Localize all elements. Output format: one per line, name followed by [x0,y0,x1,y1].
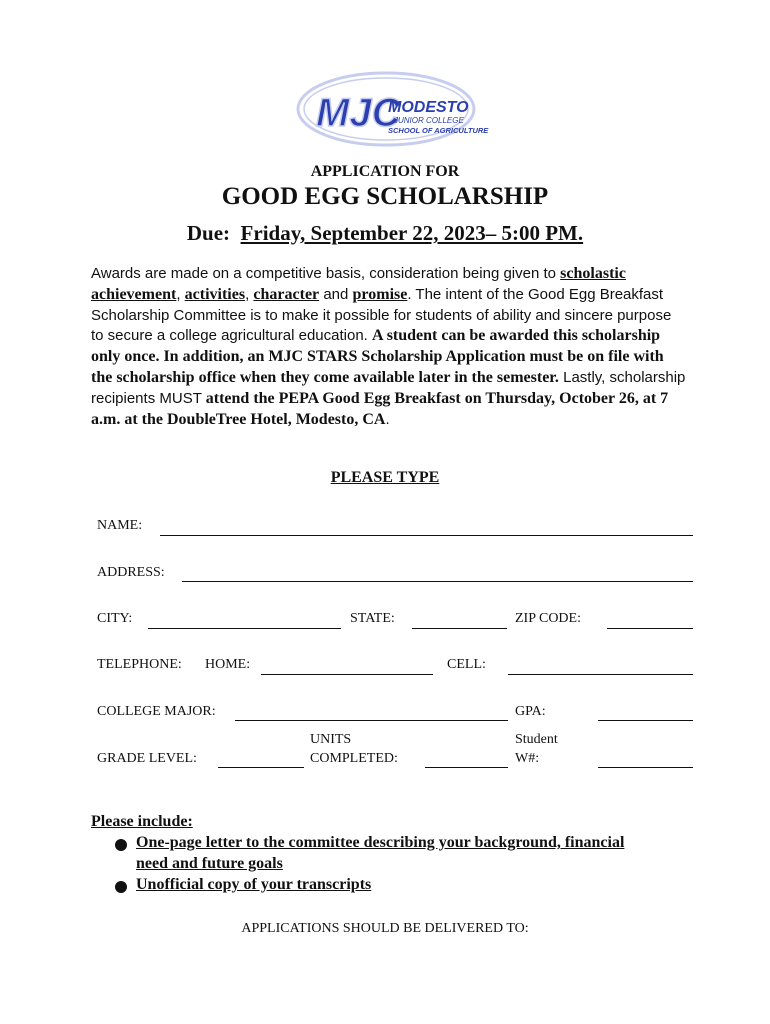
units-label-1: UNITS [310,732,352,747]
student-id-field[interactable] [598,767,693,768]
include-item-transcripts-text: Unofficial copy of your transcripts [136,876,372,893]
bullet-dot-icon [115,881,127,893]
page-title: GOOD EGG SCHOLARSHIP [221,183,549,210]
due-label: Due: [186,221,231,245]
cell-label: CELL: [447,657,486,672]
state-field[interactable] [412,628,507,629]
home-phone-field[interactable] [261,674,433,675]
logo-line1: MODESTO [388,99,469,116]
delivery-heading: APPLICATIONS SHOULD BE DELIVERED TO: [241,921,529,936]
due-line [0,221,770,246]
include-item-letter-text-2: need and future goals [136,855,283,872]
intro-and: and [319,285,353,303]
intro-comma-2: , [245,285,254,303]
logo-line3: SCHOOL OF AGRICULTURE [388,126,489,135]
units-field[interactable] [425,767,508,768]
student-label-1: Student [515,732,558,747]
city-field[interactable] [148,628,341,629]
grade-label: GRADE LEVEL: [97,751,197,766]
due-date: Friday, September 22, 2023– 5:00 PM. [240,221,584,245]
intro-comma-1: , [176,285,185,303]
intro-end: . [385,410,390,428]
intro-bold-2: attend the PEPA Good Egg Breakfast on Thursday, October 26, at 7 a.m. at the DoubleTree Hotel, Modesto, CA [91,389,669,428]
logo-line2: JUNIOR COLLEGE [394,116,464,125]
gpa-field[interactable] [598,720,693,721]
intro-scholastic: scholastic achievement [91,265,626,303]
intro-paragraph [91,264,686,430]
telephone-label: TELEPHONE: [97,657,182,672]
intro-text-2: . The intent of the Good Egg Breakfast Scholarship Committee is to make it possible for students of ability and sincere purpose to secure a college agricultural education. [91,285,672,345]
intro-activities: activities [184,285,246,303]
home-label: HOME: [205,657,251,672]
grade-field[interactable] [218,767,304,768]
bullet-dot-icon [115,839,127,851]
zip-field[interactable] [607,628,693,629]
city-label: CITY: [97,611,133,626]
intro-text-1: Awards are made on a competitive basis, consideration being given to [91,265,561,282]
pre-title: APPLICATION FOR [310,163,460,180]
gpa-label: GPA: [515,704,546,719]
state-label: STATE: [350,611,395,626]
logo-mark: MJC [316,91,401,135]
name-label: NAME: [97,518,143,533]
mjc-logo [296,70,489,148]
units-label-2: COMPLETED: [310,751,398,766]
cell-phone-field[interactable] [508,674,693,675]
please-include-heading: Please include: [91,813,193,830]
intro-text-3: Lastly, scholarship recipients MUST [91,368,686,407]
include-item-letter-text-1: One-page letter to the committee describing your background, financial [136,834,625,851]
address-field[interactable] [182,581,693,582]
name-field[interactable] [160,535,693,536]
intro-promise: promise [352,285,408,303]
address-label: ADDRESS: [97,565,165,580]
zip-label: ZIP CODE: [515,611,581,626]
major-label: COLLEGE MAJOR: [97,704,216,719]
intro-character: character [253,285,320,303]
major-field[interactable] [235,720,508,721]
please-type-heading: PLEASE TYPE [330,469,440,486]
intro-bold-1: A student can be awarded this scholarship only once. In addition, an MJC STARS Scholarship Application must be on file with the scholarship office when they come available later in the semester. [91,327,664,386]
student-label-2: W#: [515,751,540,766]
